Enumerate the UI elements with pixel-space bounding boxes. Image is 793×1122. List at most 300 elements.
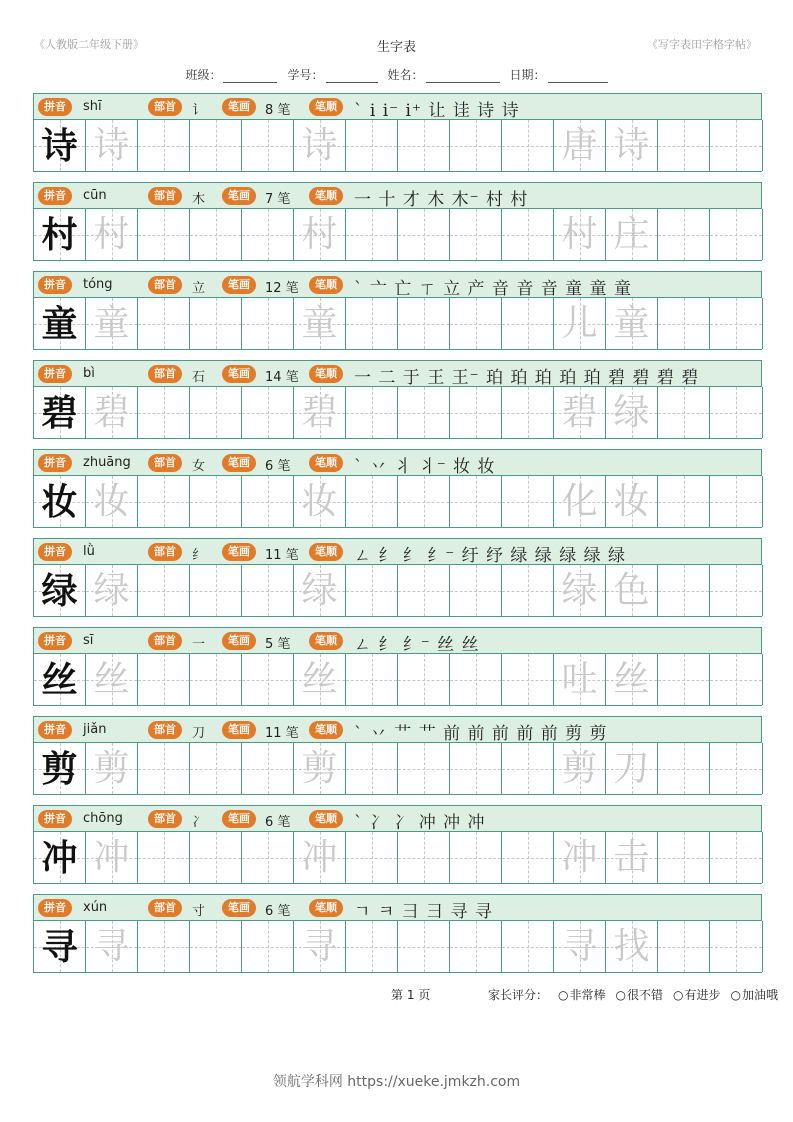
trace-character-text: 童 — [301, 302, 338, 344]
writing-cell[interactable] — [710, 565, 763, 616]
pinyin-badge: 拼音 — [38, 454, 72, 472]
stroke-order-badge: 笔顺 — [309, 632, 343, 650]
trace-character[interactable] — [86, 476, 138, 527]
writing-cell[interactable] — [658, 832, 710, 883]
date-label: 日期： — [509, 68, 546, 82]
character-info-band — [33, 360, 762, 387]
trace-character-text: 丝 — [93, 658, 130, 700]
word-trace-cell[interactable] — [554, 209, 606, 260]
word-character-text: 击 — [613, 836, 650, 878]
writing-cell[interactable] — [190, 832, 242, 883]
stroke-count-badge: 笔画 — [222, 543, 256, 561]
writing-cell[interactable] — [658, 120, 710, 171]
pinyin-value: cūn — [83, 188, 107, 203]
radical-badge: 部首 — [148, 276, 182, 294]
writing-cell[interactable] — [190, 120, 242, 171]
pinyin-value: sī — [83, 633, 94, 648]
writing-cell[interactable] — [502, 921, 554, 972]
writing-cell[interactable] — [346, 743, 398, 794]
model-character — [34, 921, 86, 972]
word-trace-cell[interactable] — [554, 476, 606, 527]
word-trace-cell[interactable] — [554, 832, 606, 883]
writing-cell[interactable] — [450, 832, 502, 883]
stroke-count-value: 7 笔 — [265, 192, 291, 207]
character-row — [33, 449, 762, 538]
header-right-title: 《写字表田字格字帖》 — [647, 38, 757, 51]
trace-character[interactable] — [294, 298, 346, 349]
writing-cell[interactable] — [502, 209, 554, 260]
trace-character-text: 剪 — [93, 747, 130, 789]
trace-character[interactable] — [294, 654, 346, 705]
writing-cell[interactable] — [710, 209, 763, 260]
evaluation-option[interactable]: ○ 加油哦 — [731, 986, 779, 1003]
word-trace-cell[interactable] — [554, 654, 606, 705]
pinyin-value: lǜ — [83, 544, 95, 559]
tianzige-grid — [33, 743, 762, 795]
trace-character[interactable] — [86, 120, 138, 171]
character-info-band — [33, 182, 762, 209]
pinyin-value: shī — [83, 99, 102, 114]
writing-cell[interactable] — [398, 209, 450, 260]
character-row — [33, 271, 762, 360]
tianzige-grid — [33, 209, 762, 261]
writing-cell[interactable] — [190, 743, 242, 794]
model-character — [34, 120, 86, 171]
word-trace-cell[interactable] — [554, 120, 606, 171]
class-field[interactable] — [185, 66, 277, 83]
trace-character[interactable] — [294, 387, 346, 438]
trace-character-text: 妆 — [93, 480, 130, 522]
class-blank[interactable] — [223, 70, 277, 83]
word-character-text: 色 — [613, 569, 650, 611]
stroke-order-sequence: ㄥ 纟 纟 纟⁻ 纡 纾 绿 绿 绿 绿 绿 — [354, 546, 627, 566]
word-trace-cell[interactable] — [554, 743, 606, 794]
trace-character-text: 诗 — [93, 124, 130, 166]
writing-cell[interactable] — [242, 120, 294, 171]
character-row — [33, 894, 762, 983]
character-row — [33, 805, 762, 894]
stroke-order-badge: 笔顺 — [309, 365, 343, 383]
stroke-order-sequence: ㄱ ㅋ 彐 彐 寻 寻 — [354, 902, 493, 922]
character-info-band — [33, 271, 762, 298]
character-info-band — [33, 538, 762, 565]
writing-cell[interactable] — [190, 476, 242, 527]
trace-character[interactable] — [86, 743, 138, 794]
word-character-text: 吐 — [561, 658, 598, 700]
writing-cell[interactable] — [450, 298, 502, 349]
word-trace-cell[interactable] — [606, 654, 658, 705]
model-character-text: 寻 — [41, 925, 78, 968]
trace-character[interactable] — [294, 743, 346, 794]
pinyin-value: tóng — [83, 277, 113, 292]
trace-character[interactable] — [86, 565, 138, 616]
writing-cell[interactable] — [242, 476, 294, 527]
writing-cell[interactable] — [450, 120, 502, 171]
stroke-count-value: 5 笔 — [265, 637, 291, 652]
writing-cell[interactable] — [346, 387, 398, 438]
word-character-text: 绿 — [613, 391, 650, 433]
writing-cell[interactable] — [502, 387, 554, 438]
word-character-text: 庄 — [613, 213, 650, 255]
writing-cell[interactable] — [346, 298, 398, 349]
stroke-order-badge: 笔顺 — [309, 276, 343, 294]
site-watermark: 领航学科网 https://xueke.jmkzh.com — [272, 1074, 521, 1090]
pinyin-value: zhuāng — [83, 455, 131, 470]
radical-badge: 部首 — [148, 98, 182, 116]
stroke-count-value: 6 笔 — [265, 459, 291, 474]
radical-value: 讠 — [192, 103, 206, 118]
trace-character-text: 剪 — [301, 747, 338, 789]
stroke-order-badge: 笔顺 — [309, 721, 343, 739]
word-trace-cell[interactable] — [606, 743, 658, 794]
tianzige-grid — [33, 921, 762, 973]
trace-character-text: 绿 — [93, 569, 130, 611]
writing-cell[interactable] — [138, 120, 190, 171]
writing-cell[interactable] — [242, 921, 294, 972]
writing-cell[interactable] — [138, 565, 190, 616]
stroke-count-value: 6 笔 — [265, 904, 291, 919]
writing-cell[interactable] — [658, 921, 710, 972]
writing-cell[interactable] — [450, 654, 502, 705]
word-character-text: 村 — [561, 213, 598, 255]
trace-character-text: 寻 — [301, 925, 338, 967]
word-trace-cell[interactable] — [606, 832, 658, 883]
word-character-text: 妆 — [613, 480, 650, 522]
writing-cell[interactable] — [190, 209, 242, 260]
writing-cell[interactable] — [190, 654, 242, 705]
word-trace-cell[interactable] — [606, 921, 658, 972]
word-character-text: 诗 — [613, 124, 650, 166]
word-trace-cell[interactable] — [606, 476, 658, 527]
evaluation-label: 家长评分： — [488, 988, 549, 1002]
stroke-order-sequence: ` 亠 亡 ㄒ 立 产 音 音 音 童 童 童 — [354, 279, 632, 299]
writing-cell[interactable] — [502, 298, 554, 349]
trace-character[interactable] — [294, 209, 346, 260]
trace-character[interactable] — [86, 832, 138, 883]
writing-cell[interactable] — [398, 921, 450, 972]
word-trace-cell[interactable] — [606, 209, 658, 260]
writing-cell[interactable] — [242, 209, 294, 260]
writing-cell[interactable] — [138, 476, 190, 527]
writing-cell[interactable] — [502, 654, 554, 705]
model-character-text: 剪 — [41, 747, 78, 790]
writing-cell[interactable] — [710, 476, 763, 527]
writing-cell[interactable] — [242, 832, 294, 883]
stroke-count-value: 11 笔 — [265, 726, 299, 741]
word-character-text: 绿 — [561, 569, 598, 611]
evaluation-option[interactable]: ○ 有进步 — [673, 986, 721, 1003]
writing-cell[interactable] — [658, 387, 710, 438]
writing-cell[interactable] — [658, 209, 710, 260]
character-info-band — [33, 627, 762, 654]
writing-cell[interactable] — [502, 476, 554, 527]
character-info-band — [33, 716, 762, 743]
radical-badge: 部首 — [148, 810, 182, 828]
class-label: 班级： — [185, 68, 222, 82]
stroke-order-badge: 笔顺 — [309, 543, 343, 561]
writing-cell[interactable] — [138, 298, 190, 349]
writing-cell[interactable] — [502, 832, 554, 883]
pinyin-badge: 拼音 — [38, 899, 72, 917]
pinyin-value: jiǎn — [83, 722, 107, 737]
trace-character[interactable] — [294, 921, 346, 972]
trace-character[interactable] — [86, 921, 138, 972]
stroke-count-badge: 笔画 — [222, 276, 256, 294]
word-character-text: 刀 — [613, 747, 650, 789]
word-character-text: 冲 — [561, 836, 598, 878]
radical-value: 冫 — [192, 815, 206, 830]
stroke-count-badge: 笔画 — [222, 187, 256, 205]
word-trace-cell[interactable] — [606, 298, 658, 349]
writing-cell[interactable] — [450, 209, 502, 260]
writing-cell[interactable] — [242, 654, 294, 705]
writing-cell[interactable] — [346, 209, 398, 260]
writing-cell[interactable] — [346, 921, 398, 972]
stroke-count-value: 6 笔 — [265, 815, 291, 830]
model-character-text: 诗 — [41, 124, 78, 167]
date-field[interactable] — [510, 66, 608, 83]
radical-badge: 部首 — [148, 721, 182, 739]
stroke-count-badge: 笔画 — [222, 899, 256, 917]
writing-cell[interactable] — [190, 565, 242, 616]
writing-cell[interactable] — [346, 565, 398, 616]
trace-character-text: 村 — [301, 213, 338, 255]
writing-cell[interactable] — [398, 298, 450, 349]
writing-cell[interactable] — [450, 476, 502, 527]
character-info-band — [33, 93, 762, 120]
radical-value: 一 — [192, 637, 206, 652]
pinyin-badge: 拼音 — [38, 543, 72, 561]
date-blank[interactable] — [548, 70, 608, 83]
character-row — [33, 627, 762, 716]
writing-cell[interactable] — [502, 743, 554, 794]
writing-cell[interactable] — [398, 565, 450, 616]
pinyin-value: bì — [83, 366, 95, 381]
radical-value: 纟 — [192, 548, 206, 563]
radical-value: 立 — [192, 281, 206, 296]
tianzige-grid — [33, 565, 762, 617]
stroke-order-badge: 笔顺 — [309, 454, 343, 472]
model-character-text: 绿 — [41, 569, 78, 612]
writing-cell[interactable] — [710, 832, 763, 883]
stroke-order-sequence: 一 二 于 王 王⁻ 珀 珀 珀 珀 珀 碧 碧 碧 碧 — [354, 368, 700, 388]
radical-value: 女 — [192, 459, 206, 474]
model-character-text: 丝 — [41, 658, 78, 701]
stroke-order-badge: 笔顺 — [309, 187, 343, 205]
radical-value: 刀 — [192, 726, 206, 741]
model-character — [34, 476, 86, 527]
writing-cell[interactable] — [450, 387, 502, 438]
stroke-count-badge: 笔画 — [222, 365, 256, 383]
writing-cell[interactable] — [138, 832, 190, 883]
trace-character-text: 冲 — [93, 836, 130, 878]
writing-cell[interactable] — [398, 743, 450, 794]
word-character-text: 童 — [613, 302, 650, 344]
radical-value: 木 — [192, 192, 206, 207]
writing-cell[interactable] — [242, 387, 294, 438]
writing-cell[interactable] — [450, 921, 502, 972]
trace-character-text: 童 — [93, 302, 130, 344]
evaluation-option[interactable]: ○ 非常棒 — [558, 986, 606, 1003]
stroke-count-badge: 笔画 — [222, 454, 256, 472]
tianzige-grid — [33, 120, 762, 172]
model-character — [34, 565, 86, 616]
writing-cell[interactable] — [450, 743, 502, 794]
writing-cell[interactable] — [398, 832, 450, 883]
trace-character[interactable] — [86, 209, 138, 260]
writing-cell[interactable] — [346, 832, 398, 883]
character-row — [33, 538, 762, 627]
trace-character[interactable] — [86, 387, 138, 438]
writing-cell[interactable] — [138, 921, 190, 972]
stroke-order-sequence: ` i i⁻ i⁺ 让 诖 诗 诗 — [354, 101, 520, 121]
writing-cell[interactable] — [658, 298, 710, 349]
stroke-order-badge: 笔顺 — [309, 98, 343, 116]
page-title: 生字表 — [376, 40, 416, 55]
radical-value: 石 — [192, 370, 206, 385]
writing-cell[interactable] — [190, 387, 242, 438]
model-character-text: 冲 — [41, 836, 78, 879]
word-trace-cell[interactable] — [606, 565, 658, 616]
writing-cell[interactable] — [242, 298, 294, 349]
model-character-text: 碧 — [41, 391, 78, 434]
word-character-text: 儿 — [561, 302, 598, 344]
writing-cell[interactable] — [190, 298, 242, 349]
radical-badge: 部首 — [148, 365, 182, 383]
writing-cell[interactable] — [138, 209, 190, 260]
writing-cell[interactable] — [502, 120, 554, 171]
writing-cell[interactable] — [710, 921, 763, 972]
trace-character-text: 诗 — [301, 124, 338, 166]
pinyin-badge: 拼音 — [38, 721, 72, 739]
stroke-order-sequence: ㄥ 纟 纟⁻ 丝 丝 — [354, 635, 480, 655]
trace-character[interactable] — [294, 832, 346, 883]
writing-cell[interactable] — [138, 654, 190, 705]
page-number: 第 1 页 — [391, 988, 431, 1002]
writing-cell[interactable] — [710, 654, 763, 705]
parent-evaluation — [488, 986, 778, 1003]
character-row — [33, 360, 762, 449]
trace-character-text: 寻 — [93, 925, 130, 967]
writing-cell[interactable] — [242, 743, 294, 794]
writing-cell[interactable] — [190, 921, 242, 972]
trace-character[interactable] — [294, 476, 346, 527]
writing-cell[interactable] — [242, 565, 294, 616]
evaluation-option[interactable]: ○ 很不错 — [616, 986, 664, 1003]
trace-character-text: 村 — [93, 213, 130, 255]
stroke-count-value: 12 笔 — [265, 281, 299, 296]
number-label: 学号： — [287, 68, 324, 82]
stroke-order-sequence: ` 丷 艹 艹 前 前 前 前 前 剪 剪 — [354, 724, 608, 744]
tianzige-grid — [33, 476, 762, 528]
pinyin-badge: 拼音 — [38, 365, 72, 383]
radical-badge: 部首 — [148, 899, 182, 917]
word-trace-cell[interactable] — [606, 387, 658, 438]
character-info-band — [33, 894, 762, 921]
header-left-title: 《人教版二年级下册》 — [34, 38, 144, 51]
number-field[interactable] — [287, 66, 377, 83]
writing-cell[interactable] — [710, 387, 763, 438]
word-character-text: 剪 — [561, 747, 598, 789]
trace-character[interactable] — [86, 654, 138, 705]
word-trace-cell[interactable] — [554, 565, 606, 616]
tianzige-grid — [33, 832, 762, 884]
writing-cell[interactable] — [398, 120, 450, 171]
trace-character-text: 妆 — [301, 480, 338, 522]
name-blank[interactable] — [426, 70, 500, 83]
model-character — [34, 298, 86, 349]
number-blank[interactable] — [326, 70, 378, 83]
trace-character[interactable] — [294, 120, 346, 171]
pinyin-badge: 拼音 — [38, 98, 72, 116]
writing-cell[interactable] — [658, 476, 710, 527]
radical-badge: 部首 — [148, 454, 182, 472]
writing-cell[interactable] — [710, 298, 763, 349]
model-character — [34, 209, 86, 260]
writing-cell[interactable] — [502, 565, 554, 616]
writing-cell[interactable] — [658, 743, 710, 794]
radical-badge: 部首 — [148, 632, 182, 650]
tianzige-grid — [33, 387, 762, 439]
writing-cell[interactable] — [450, 565, 502, 616]
writing-cell[interactable] — [710, 120, 763, 171]
name-field[interactable] — [388, 66, 500, 83]
stroke-count-badge: 笔画 — [222, 721, 256, 739]
word-trace-cell[interactable] — [554, 387, 606, 438]
word-character-text: 找 — [613, 925, 650, 967]
stroke-count-value: 8 笔 — [265, 103, 291, 118]
stroke-count-value: 11 笔 — [265, 548, 299, 563]
stroke-count-badge: 笔画 — [222, 632, 256, 650]
word-character-text: 唐 — [561, 124, 598, 166]
tianzige-grid — [33, 298, 762, 350]
pinyin-badge: 拼音 — [38, 810, 72, 828]
writing-cell[interactable] — [658, 654, 710, 705]
stroke-count-badge: 笔画 — [222, 810, 256, 828]
writing-cell[interactable] — [398, 476, 450, 527]
stroke-count-value: 14 笔 — [265, 370, 299, 385]
stroke-order-badge: 笔顺 — [309, 899, 343, 917]
radical-value: 寸 — [192, 904, 206, 919]
writing-cell[interactable] — [398, 654, 450, 705]
pinyin-value: xún — [83, 900, 108, 915]
writing-cell[interactable] — [346, 654, 398, 705]
writing-cell[interactable] — [398, 387, 450, 438]
tianzige-grid — [33, 654, 762, 706]
writing-cell[interactable] — [138, 387, 190, 438]
character-row — [33, 716, 762, 805]
writing-cell[interactable] — [710, 743, 763, 794]
word-character-text: 寻 — [561, 925, 598, 967]
stroke-order-sequence: ` 冫 冫 冲 冲 冲 — [354, 813, 486, 833]
writing-cell[interactable] — [346, 476, 398, 527]
word-trace-cell[interactable] — [554, 921, 606, 972]
trace-character-text: 绿 — [301, 569, 338, 611]
model-character — [34, 743, 86, 794]
trace-character[interactable] — [86, 298, 138, 349]
model-character — [34, 387, 86, 438]
writing-cell[interactable] — [138, 743, 190, 794]
word-character-text: 碧 — [561, 391, 598, 433]
word-character-text: 丝 — [613, 658, 650, 700]
word-trace-cell[interactable] — [554, 298, 606, 349]
word-trace-cell[interactable] — [606, 120, 658, 171]
model-character-text: 童 — [41, 302, 78, 345]
writing-cell[interactable] — [346, 120, 398, 171]
writing-cell[interactable] — [658, 565, 710, 616]
stroke-order-sequence: 一 十 才 木 木⁻ 村 村 — [354, 190, 529, 210]
trace-character[interactable] — [294, 565, 346, 616]
